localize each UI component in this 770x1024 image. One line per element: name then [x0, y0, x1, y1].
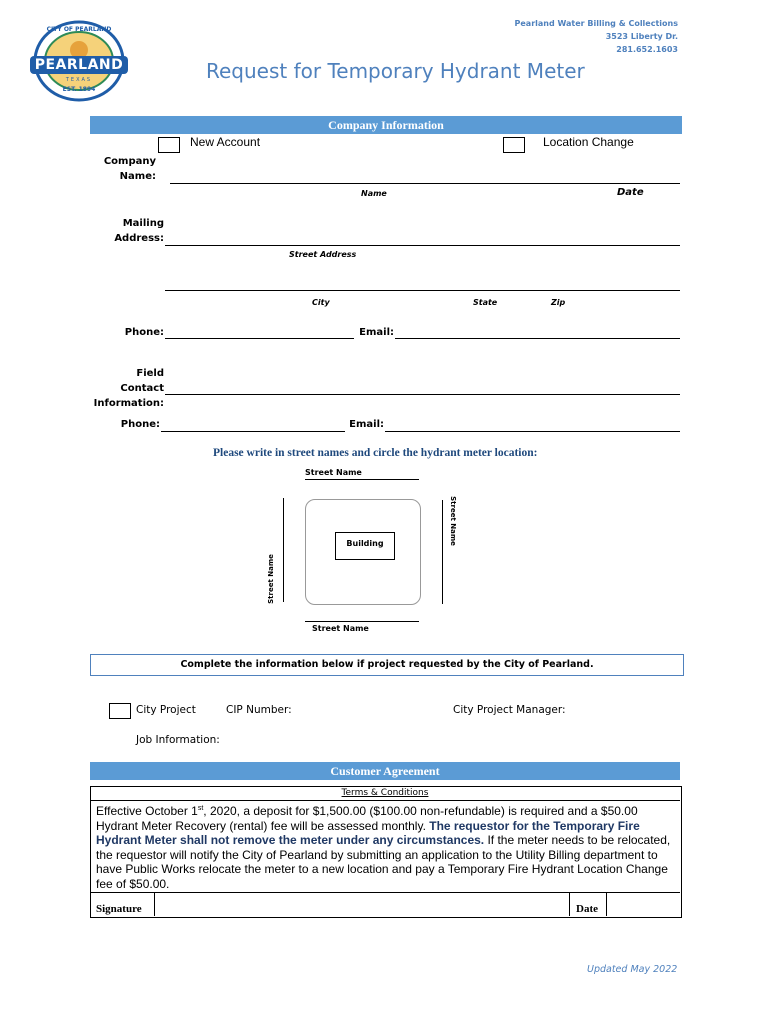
- terms-text: [96, 802, 678, 891]
- street-address-caption: Street Address: [289, 250, 357, 259]
- city-project-checkbox[interactable]: [109, 703, 131, 719]
- city-state-zip-field[interactable]: [165, 290, 680, 291]
- logo-sub-text: TEXAS: [65, 77, 93, 83]
- street-line-left: [283, 498, 284, 602]
- field-contact-label: Field Contact Information:: [93, 368, 164, 409]
- signature-label: Signature: [96, 903, 142, 915]
- company-name-field[interactable]: [170, 183, 680, 184]
- name-caption: Name: [361, 189, 387, 198]
- logo-main-text: PEARLAND: [34, 57, 124, 73]
- logo-est-text: EST. 1894: [62, 86, 96, 93]
- street-name-top: Street Name: [305, 468, 362, 477]
- terms-title: Terms & Conditions: [341, 788, 429, 798]
- company-name-label: Company Name:: [103, 156, 156, 182]
- email-field[interactable]: [395, 338, 680, 339]
- address-line: Pearland Water Billing & Collections: [514, 19, 678, 28]
- customer-agreement-bar: Customer Agreement: [90, 762, 680, 780]
- terms-text-part: , 2020, a deposit for $1,500.00 ($100.00 non-refundable) is required and a $50.00 Hydrant Meter Recovery (rental) fee will be assessed monthly.: [96, 804, 638, 833]
- date-caption: Date: [617, 187, 644, 198]
- email-label: Email:: [359, 327, 394, 338]
- street-line-bottom: [305, 621, 419, 622]
- street-line-top: [305, 479, 419, 480]
- terms-text-part: Effective October 1: [96, 804, 198, 818]
- location-change-checkbox[interactable]: [503, 137, 525, 153]
- city-project-label: City Project: [136, 704, 196, 716]
- street-line-right: [442, 500, 443, 604]
- signature-field[interactable]: [155, 893, 568, 916]
- terms-title-row-divider: [90, 800, 680, 801]
- diagram-instruction: Please write in street names and circle the hydrant meter location:: [213, 447, 538, 459]
- terms-text-superscript: st: [197, 805, 204, 812]
- phone-label: Phone:: [124, 327, 164, 338]
- updated-date: Updated May 2022: [587, 964, 678, 975]
- zip-caption: Zip: [551, 298, 566, 307]
- field-phone-label: Phone:: [120, 419, 160, 430]
- date-label: Date: [576, 903, 598, 915]
- mailing-address-label: Mailing Address:: [114, 218, 164, 244]
- new-account-label: New Account: [190, 135, 261, 149]
- job-information-label: Job Information:: [136, 734, 220, 746]
- field-email-label: Email:: [349, 419, 384, 430]
- street-address-field[interactable]: [165, 245, 680, 246]
- street-name-left: Street Name: [267, 554, 275, 604]
- city-logo: [28, 20, 130, 102]
- field-phone-field[interactable]: [161, 431, 345, 432]
- address-line: 3523 Liberty Dr.: [605, 32, 678, 41]
- city-caption: City: [312, 298, 330, 307]
- city-project-notice: Complete the information below if project requested by the City of Pearland.: [180, 659, 594, 670]
- address-block: [515, 17, 678, 56]
- cip-number-label: CIP Number:: [226, 704, 292, 716]
- terms-text-part: If the meter needs to be relocated, the requestor will notify the City of Pearland by submitting an application to the Utility Billing department to have Public Works relocate the meter to a new location and pay a Temporary Fire Hydrant Location Change fee of $50.00.: [96, 833, 671, 891]
- street-name-right: Street Name: [449, 496, 457, 546]
- date-col-divider-left: [569, 892, 570, 916]
- logo-top-text: CITY OF PEARLAND: [46, 26, 112, 33]
- page-title: Request for Temporary Hydrant Meter: [206, 59, 585, 83]
- street-name-bottom: Street Name: [312, 624, 369, 633]
- location-change-label: Location Change: [543, 135, 634, 149]
- field-email-field[interactable]: [385, 431, 680, 432]
- address-line: 281.652.1603: [616, 45, 678, 54]
- city-project-manager-label: City Project Manager:: [453, 704, 566, 716]
- field-contact-field[interactable]: [165, 394, 680, 395]
- company-information-bar: Company Information: [90, 116, 682, 134]
- terms-text-bold: The requestor for the Temporary Fire Hydrant Meter shall not remove the meter under any circumstances.: [96, 818, 640, 847]
- date-field[interactable]: [607, 893, 679, 916]
- phone-field[interactable]: [165, 338, 354, 339]
- new-account-checkbox[interactable]: [158, 137, 180, 153]
- state-caption: State: [473, 298, 498, 307]
- building-label: Building: [346, 539, 384, 548]
